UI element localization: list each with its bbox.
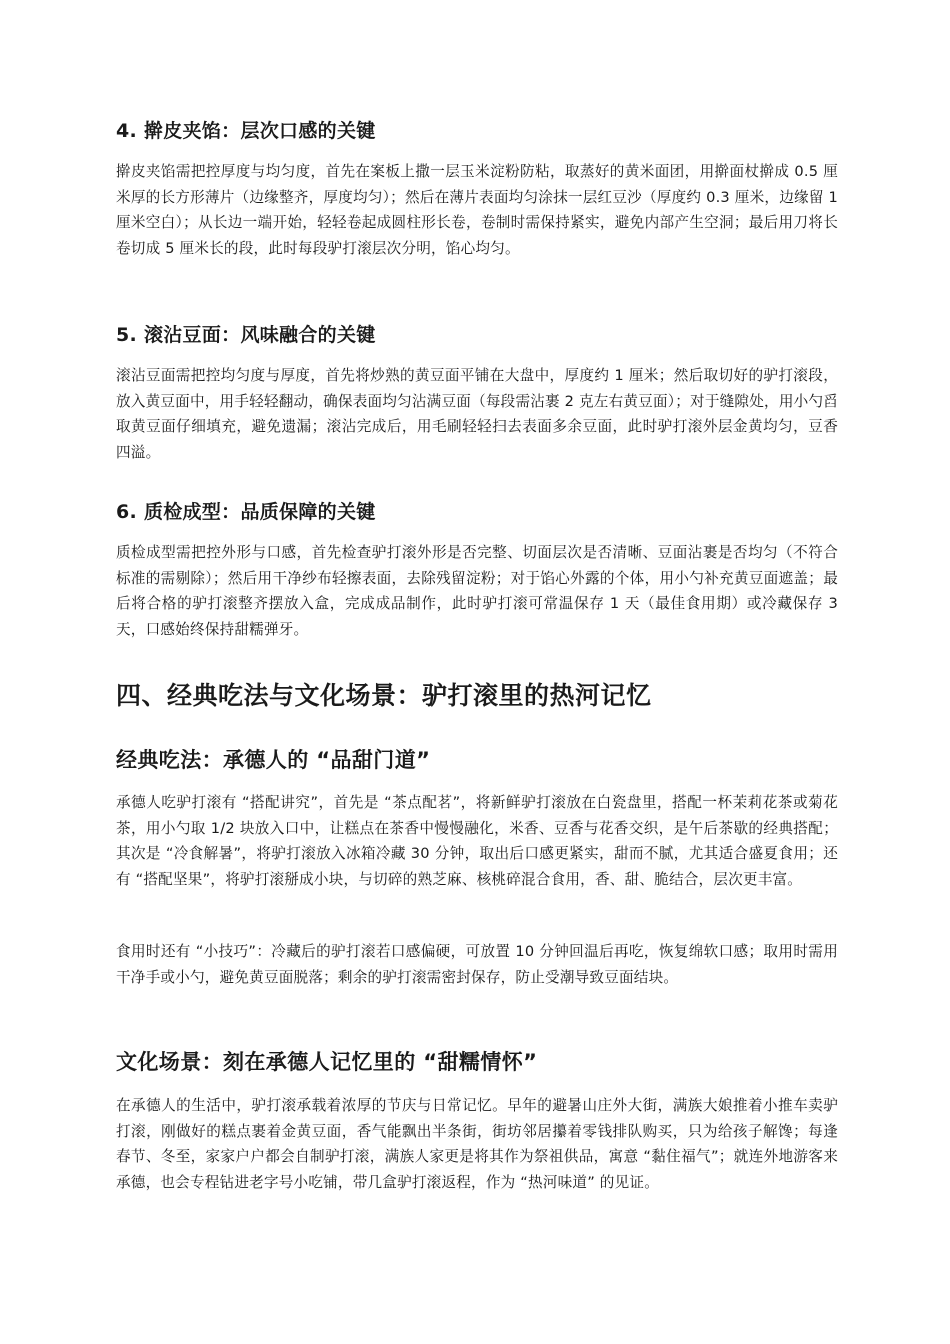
- classic-eating-paragraph-2: 食用时还有 “小技巧”：冷藏后的驴打滚若口感偏硬，可放置 10 分钟回温后再吃，恢复绵软口感；取用时需用干净手或小勺，避免黄豆面脱落；剩余的驴打滚需密封保存，防止受潮导致豆面结块。: [116, 943, 838, 986]
- section-4-heading: 4. 擀皮夹馅：层次口感的关键: [116, 120, 376, 142]
- section-6-heading: 6. 质检成型：品质保障的关键: [116, 501, 376, 523]
- culture-scene-paragraph: 在承德人的生活中，驴打滚承载着浓厚的节庆与日常记忆。早年的避暑山庄外大街，满族大娘推着小推车卖驴打滚，刚做好的糕点裹着金黄豆面，香气能飘出半条街，街坊邻居攥着零钱排队购买，只为给孩子解馋；每逢春节、冬至，家家户户都会自制驴打滚，满族人家更是将其作为祭祖供品，寓意 “黏住福气”；就连外地游客来承德，也会专程钻进老字号小吃铺，带几盒驴打滚返程，作为 “热河味道” 的见证。: [116, 1097, 838, 1191]
- section-6-paragraph: 质检成型需把控外形与口感，首先检查驴打滚外形是否完整、切面层次是否清晰、豆面沾裹是否均匀（不符合标准的需剔除）；然后用干净纱布轻擦表面，去除残留淀粉；对于馅心外露的个体，用小勺补充黄豆面遮盖；最后将合格的驴打滚整齐摆放入盒，完成成品制作，此时驴打滚可常温保存 1 天（最佳食用期）或冷藏保存 3 天，口感始终保持甜糯弹牙。: [116, 544, 838, 638]
- culture-scene-heading: 文化场景：刻在承德人记忆里的 “甜糯情怀”: [116, 1050, 538, 1074]
- chapter-4-heading: 四、经典吃法与文化场景：驴打滚里的热河记忆: [116, 681, 652, 710]
- classic-eating-paragraph-1: 承德人吃驴打滚有 “搭配讲究”，首先是 “茶点配茗”，将新鲜驴打滚放在白瓷盘里，搭配一杯茉莉花茶或菊花茶，用小勺取 1/2 块放入口中，让糕点在茶香中慢慢融化，米香、豆香与花香交织，是午后茶歇的经典搭配；其次是 “冷食解暑”，将驴打滚放入冰箱冷藏 30 分钟，取出后口感更紧实，甜而不腻，尤其适合盛夏食用；还有 “搭配坚果”，将驴打滚掰成小块，与切碎的熟芝麻、核桃碎混合食用，香、甜、脆结合，层次更丰富。: [116, 794, 838, 888]
- classic-eating-heading: 经典吃法：承德人的 “品甜门道”: [116, 748, 431, 772]
- section-5-paragraph: 滚沾豆面需把控均匀度与厚度，首先将炒熟的黄豆面平铺在大盘中，厚度约 1 厘米；然后取切好的驴打滚段，放入黄豆面中，用手轻轻翻动，确保表面均匀沾满豆面（每段需沾裹 2 克左右黄豆面）；对于缝隙处，用小勺舀取黄豆面仔细填充，避免遗漏；滚沾完成后，用毛刷轻轻扫去表面多余豆面，此时驴打滚外层金黄均匀，豆香四溢。: [116, 367, 838, 461]
- section-4-paragraph: 擀皮夹馅需把控厚度与均匀度，首先在案板上撒一层玉米淀粉防粘，取蒸好的黄米面团，用擀面杖擀成 0.5 厘米厚的长方形薄片（边缘整齐，厚度均匀）；然后在薄片表面均匀涂抹一层红豆沙（厚度约 0.3 厘米，边缘留 1 厘米空白）；从长边一端开始，轻轻卷起成圆柱形长卷，卷制时需保持紧实，避免内部产生空洞；最后用刀将长卷切成 5 厘米长的段，此时每段驴打滚层次分明，馅心均匀。: [116, 163, 838, 257]
- section-5-heading: 5. 滚沾豆面：风味融合的关键: [116, 324, 376, 346]
